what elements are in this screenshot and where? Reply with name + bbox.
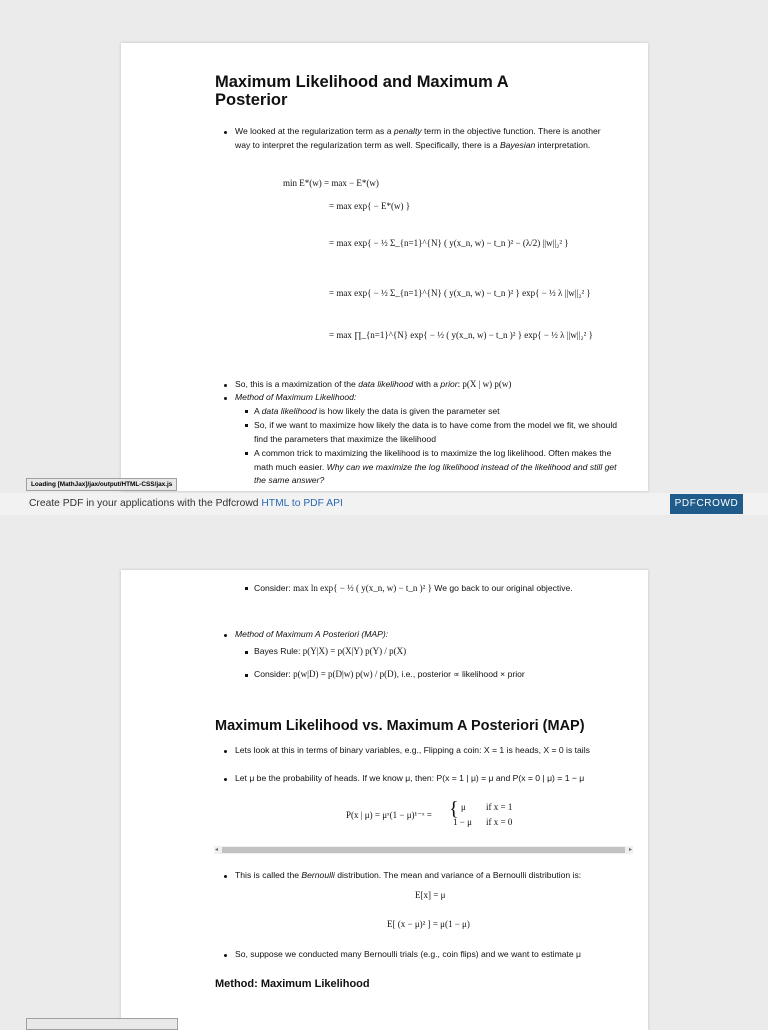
- sub-bullet-maximize: So, if we want to maximize how likely the data is to have come from the model we fit, we should find the parameters that maximize the likelihood: [254, 420, 618, 444]
- sub-bullet-marker: [245, 587, 248, 590]
- text: A common trick to maximizing the likelihood is to maximize the log likelihood. Often makes the math much easier.: [254, 448, 612, 472]
- bullet-marker: [224, 131, 227, 134]
- text: We looked at the regularization term as a: [235, 126, 394, 136]
- mathjax-loading-status: Loading [MathJax]/jax/output/HTML-CSS/jax.js: [26, 478, 177, 491]
- brace: {: [449, 798, 459, 820]
- pdfcrowd-button[interactable]: PDFCROWD: [670, 494, 743, 514]
- pmf-condition-1: if x = 1: [486, 802, 513, 812]
- bullet-marker: [224, 634, 227, 637]
- penalty-term: penalty: [393, 126, 422, 136]
- bullet-bernoulli-trials: So, suppose we conducted many Bernoulli trials (e.g., coin flips) and we want to estimate μ: [235, 949, 582, 959]
- sub-bullet-bayes-rule: [254, 645, 406, 659]
- horizontal-scrollbar[interactable]: [214, 846, 633, 854]
- pmf-lhs: P(x | μ) = μˣ(1 − μ)¹⁻ˣ =: [346, 810, 432, 820]
- text: with a: [413, 379, 441, 389]
- pmf-case-1: μ: [461, 802, 466, 812]
- sub-bullet-posterior: [254, 668, 525, 682]
- bullet-marker: [224, 778, 227, 781]
- pmf-case-2: 1 − μ: [453, 817, 472, 827]
- page-title: Maximum Likelihood and Maximum A Posterior: [215, 73, 509, 109]
- bullet-marker: [224, 384, 227, 387]
- sub-bullet-marker: [245, 410, 248, 413]
- pdf-page-1: [121, 43, 648, 491]
- scroll-right-arrow-icon[interactable]: ▸: [628, 847, 632, 853]
- bullet-maximization: [235, 378, 615, 392]
- text: Bayes Rule:: [254, 646, 303, 656]
- likelihood-prior-math: : p(X | w) p(w): [457, 379, 512, 389]
- sub-bullet-data-likelihood: [254, 405, 614, 419]
- equation-line-4: = max exp{ − ½ Σ_{n=1}^{N} ( y(x_n, w) − t_n )² } exp{ − ½ λ ||w||₂² }: [329, 288, 591, 298]
- text: Consider:: [254, 583, 294, 593]
- pdf-page-2: [121, 570, 648, 1030]
- log-likelihood-math: max ln exp{ − ½ ( y(x_n, w) − t_n )² }: [293, 583, 432, 593]
- sub-bullet-marker: [245, 424, 248, 427]
- text: We go back to our original objective.: [434, 583, 573, 593]
- bullet-marker: [224, 875, 227, 878]
- sub-bullet-consider-log: [254, 582, 644, 596]
- bullet-marker: [224, 750, 227, 753]
- text: interpretation.: [535, 139, 591, 150]
- text: Consider:: [254, 669, 294, 679]
- text: is how likely the data is given the parameter set: [316, 406, 500, 416]
- bullet-marker: [224, 397, 227, 400]
- mathjax-loading-status-2: [26, 1018, 178, 1030]
- text: , i.e., posterior ∝ likelihood × prior: [396, 669, 525, 679]
- sub-bullet-log-likelihood: [254, 447, 619, 488]
- section-heading-ml-vs-map: Maximum Likelihood vs. Maximum A Posteriori (MAP): [215, 718, 585, 734]
- bayes-rule-math: p(Y|X) = p(X|Y) p(Y) / p(X): [302, 646, 407, 656]
- html-to-pdf-link[interactable]: HTML to PDF API: [261, 498, 343, 509]
- bernoulli-term: Bernoulli: [301, 870, 335, 880]
- pmf-condition-2: if x = 0: [486, 817, 513, 827]
- equation-line-5: = max ∏_{n=1}^{N} exp{ − ½ ( y(x_n, w) − t_n )² } exp{ − ½ λ ||w||₂² }: [329, 330, 593, 340]
- sub-bullet-marker: [245, 674, 248, 677]
- text: Create PDF in your applications with the Pdfcrowd: [29, 498, 262, 509]
- prior-term: prior: [440, 379, 458, 389]
- bernoulli-variance: E[ (x − μ)² ] = μ(1 − μ): [387, 919, 470, 929]
- bayesian-term: Bayesian: [499, 139, 536, 150]
- bullet-bernoulli: [235, 869, 630, 883]
- bullet-probability-heads: Let μ be the probability of heads. If we know μ, then: P(x = 1 | μ) = μ and P(x = 0 | μ) = 1 − μ: [235, 773, 585, 783]
- bernoulli-mean: E[x] = μ: [415, 890, 446, 900]
- text: term in the objective function. There is another way to interpret the regularization term as well. Specifically, there is a: [235, 126, 601, 150]
- bullet-binary-variables: Lets look at this in terms of binary variables, e.g., Flipping a coin: X = 1 is heads, X = 0 is tails: [235, 745, 590, 755]
- equation-line-2: = max exp{ − E*(w) }: [329, 201, 411, 211]
- sub-bullet-marker: [245, 651, 248, 654]
- text: This is called the: [235, 870, 302, 880]
- pdfcrowd-bar: [0, 493, 768, 515]
- scrollbar-thumb[interactable]: [222, 847, 625, 853]
- equation-line-1: min E*(w) = max − E*(w): [283, 178, 379, 188]
- data-likelihood-term: data likelihood: [261, 406, 317, 416]
- section-heading-method-ml: Method: Maximum Likelihood: [215, 978, 370, 990]
- text: distribution. The mean and variance of a Bernoulli distribution is:: [334, 870, 582, 880]
- sub-bullet-marker: [245, 452, 248, 455]
- bullet-marker: [224, 954, 227, 957]
- posterior-math: p(w|D) = p(D|w) p(w) / p(D): [293, 669, 397, 679]
- scroll-left-arrow-icon[interactable]: ◂: [215, 847, 219, 853]
- bullet-max-likelihood: Method of Maximum Likelihood:: [235, 392, 357, 402]
- pdfcrowd-text: [29, 498, 343, 509]
- text: A: [254, 406, 262, 416]
- bullet-map: Method of Maximum A Posteriori (MAP):: [235, 629, 389, 639]
- data-likelihood-term: data likelihood: [358, 379, 414, 389]
- question-text: Why can we maximize the log likelihood instead of the likelihood and still get the same answer?: [254, 461, 617, 486]
- bullet-regularization: [235, 125, 610, 152]
- text: So, this is a maximization of the: [235, 379, 359, 389]
- equation-line-3: = max exp{ − ½ Σ_{n=1}^{N} ( y(x_n, w) − t_n )² − (λ/2) ||w||₂² }: [329, 238, 569, 248]
